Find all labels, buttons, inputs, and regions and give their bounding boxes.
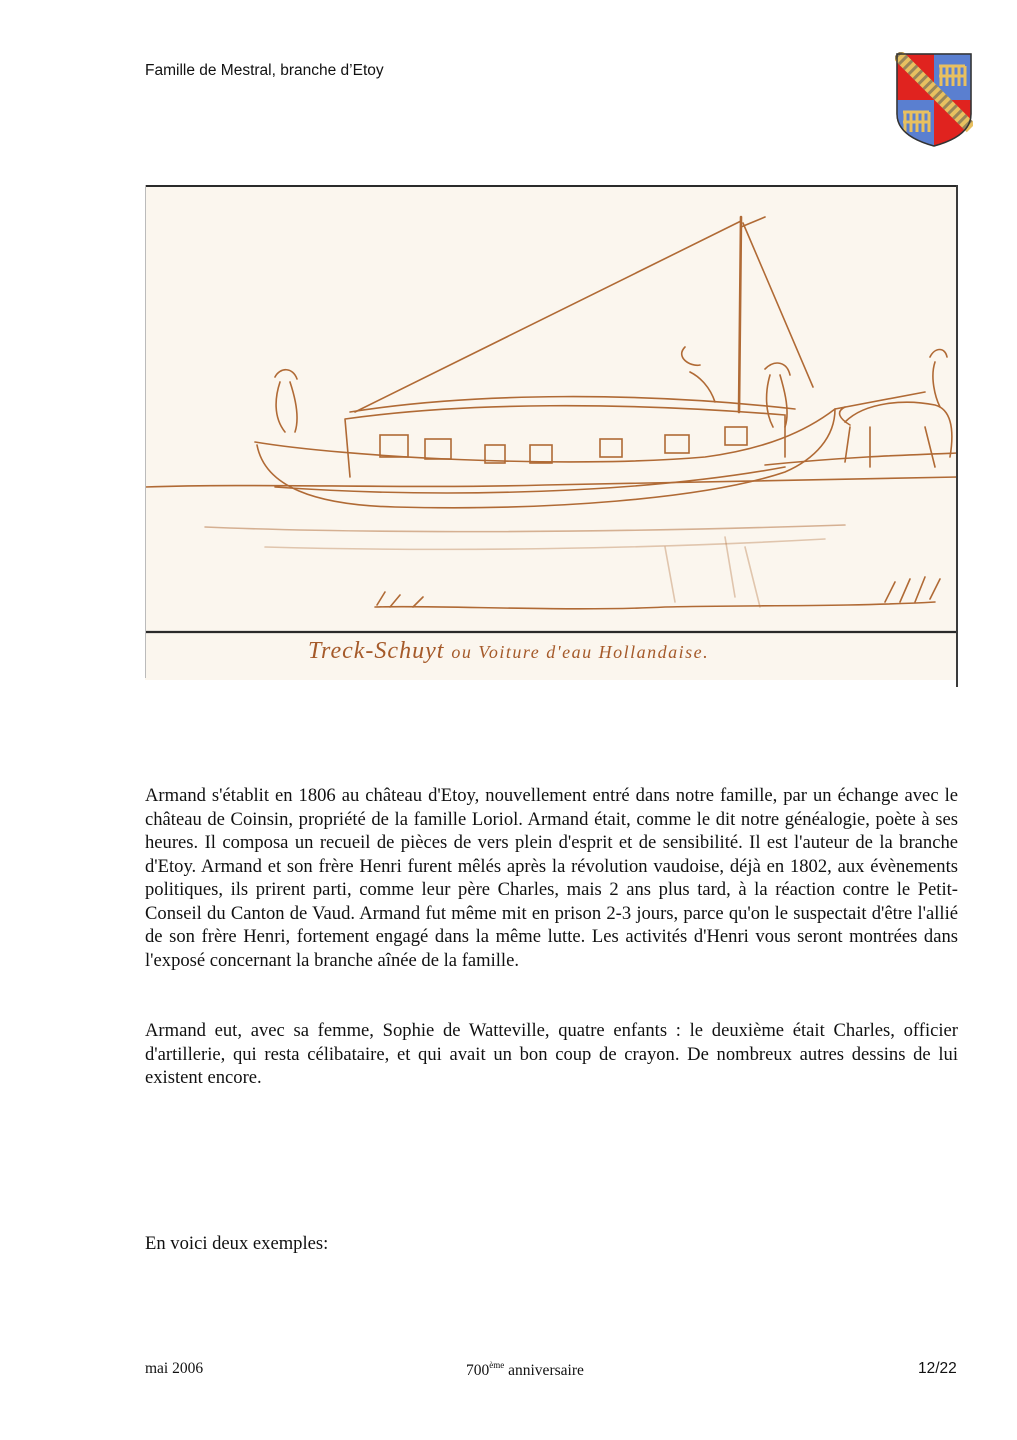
boat-sketch-image	[145, 185, 958, 680]
anniversary-superscript: ème	[489, 1360, 505, 1370]
coat-of-arms-logo	[895, 52, 973, 148]
footer-anniversary	[466, 1360, 584, 1380]
caption-main: Treck-Schuyt	[308, 638, 445, 664]
sketch-left-edge	[145, 185, 146, 678]
anniversary-text: anniversaire	[504, 1362, 584, 1379]
sketch-right-edge	[956, 185, 958, 687]
body-paragraph-3: En voici deux exemples:	[145, 1233, 329, 1254]
header-title: Famille de Mestral, branche d’Etoy	[145, 62, 384, 79]
treck-schuyt-drawing	[145, 187, 958, 680]
body-paragraph-1: Armand s'établit en 1806 au château d'Etoy, nouvellement entré dans notre famille, par un échange avec le château de Coinsin, propriété de la famille Loriol. Armand était, comme le dit notre généalogie, poète à ses heures. Il composa un recueil de pièces de vers plein d'esprit et de sensibilité. Il est l'auteur de la branche d'Etoy. Armand et son frère Henri furent mêlés après la révolution vaudoise, déjà en 1802, aux évènements politiques, ils prirent parti, comme leur père Charles, mais 2 ans plus tard, à la réaction contre le Petit-Conseil du Canton de Vaud. Armand fut même mit en prison 2-3 jours, parce qu'on le suspectait d'être l'allié de son frère Henri, fortement engagé dans la même lutte. Les activités d'Henri vous seront montrées dans l'exposé concernant la branche aînée de la famille.	[145, 785, 958, 971]
body-paragraph-2: Armand eut, avec sa femme, Sophie de Watteville, quatre enfants : le deuxième était Charles, officier d'artillerie, qui resta célibataire, et qui avait un bon coup de crayon. De nombreux autres dessins de lui existent encore.	[145, 1020, 958, 1088]
footer-date: mai 2006	[145, 1360, 204, 1377]
page-number: 12/22	[918, 1360, 957, 1377]
sketch-caption	[308, 638, 709, 665]
anniversary-number: 700	[466, 1362, 490, 1379]
caption-rest: ou Voiture d'eau Hollandaise.	[451, 642, 710, 662]
